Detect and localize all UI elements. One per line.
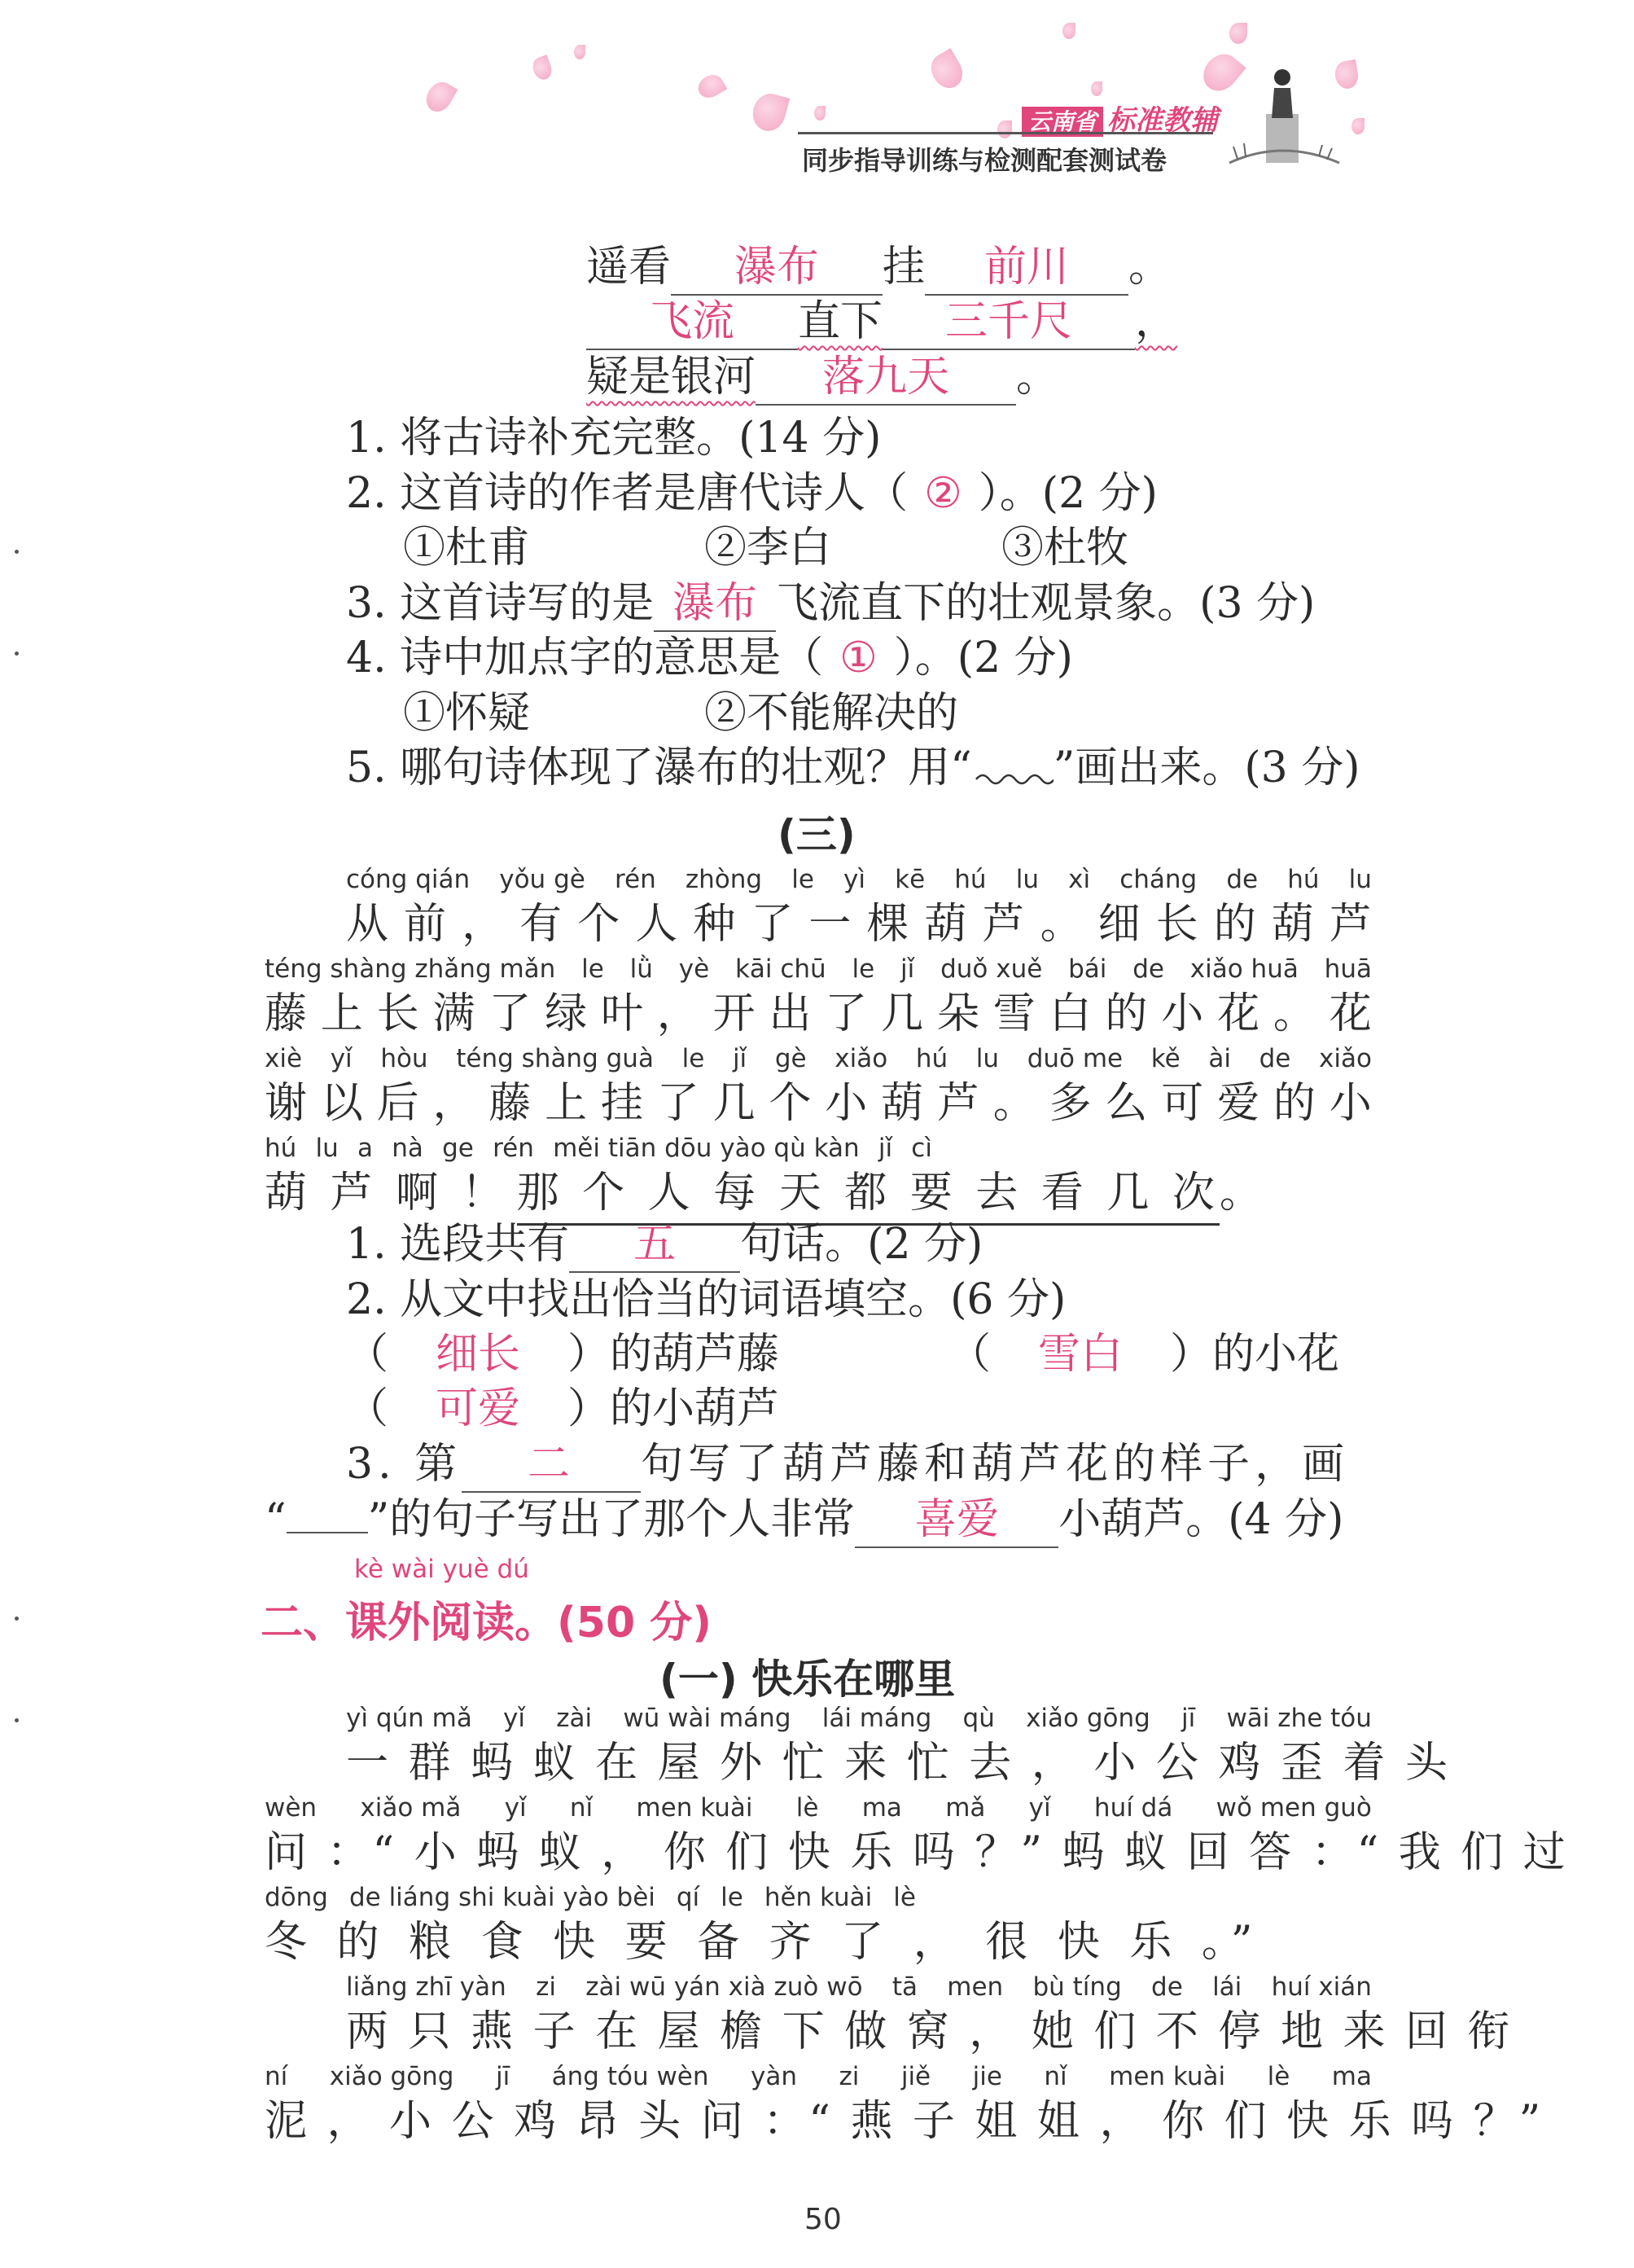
hanzi: 了: [751, 900, 794, 949]
pinyin: yàn: [751, 2062, 797, 2091]
pinyin: xiǎo huā: [1189, 954, 1299, 984]
pinyin: lu: [1015, 865, 1039, 894]
pinyin: cháng: [1119, 865, 1198, 894]
hanzi: 种: [693, 900, 736, 949]
pinyin: le: [791, 865, 814, 894]
pinyin: lu: [1348, 865, 1372, 894]
pinyin: lái máng: [821, 1704, 932, 1733]
pinyin: xiǎo mǎ: [360, 1793, 462, 1823]
hanzi: 藤: [265, 989, 308, 1038]
pinyin: de: [1226, 865, 1259, 894]
pinyin: lè: [795, 1793, 819, 1823]
pinyin: kě: [1150, 1044, 1181, 1073]
hanzi: 可: [1161, 1079, 1204, 1128]
part-3-title: (三): [778, 811, 856, 858]
question-text: 的小花: [1212, 1330, 1340, 1379]
hanzi: 藤: [488, 1079, 532, 1128]
pinyin-row: [265, 1881, 916, 1914]
pinyin: le: [681, 1044, 705, 1073]
hanzi: 长: [376, 989, 419, 1038]
pinyin: de: [1259, 1044, 1291, 1073]
hanzi: 棵: [866, 900, 909, 949]
pinyin: téng shàng zhǎng mǎn: [265, 954, 556, 984]
pinyin: zài: [556, 1704, 593, 1733]
margin-dot: [15, 550, 19, 554]
question-text: 2. 这首诗的作者是唐代诗人（: [346, 469, 909, 518]
pinyin: ní: [265, 2062, 288, 2091]
pinyin: zi: [536, 1972, 556, 2002]
hanzi: 人: [635, 900, 678, 949]
hanzi: ，: [462, 900, 505, 949]
poem-answer: 前川: [984, 243, 1070, 292]
hanzi: 后: [376, 1079, 419, 1128]
pinyin: wǒ men guò: [1216, 1793, 1372, 1823]
question-text: “: [265, 1495, 287, 1544]
hanzi: 上: [320, 989, 363, 1038]
pinyin: xiè: [265, 1044, 303, 1073]
p3-fill-1: （ 细长 ）的葫芦藤: [346, 1327, 779, 1381]
poem-text: 。: [1128, 243, 1172, 292]
hanzi: 出: [769, 989, 812, 1038]
margin-dot: [15, 1718, 19, 1722]
pinyin: ma: [861, 1793, 902, 1823]
pinyin: ma: [1331, 2062, 1372, 2091]
pinyin: de liáng shi kuài yào bèi: [348, 1883, 655, 1912]
pinyin: zài wū yán xià zuò wō: [585, 1972, 863, 2002]
pinyin: kāi chū: [734, 954, 826, 984]
hanzi-row: 泥 ， 小 公 鸡 昂 头 问 ：“ 燕 子 姐 姐 ， 你 们 快 乐 吗 ？”: [265, 2097, 1544, 2146]
pinyin: hòu: [380, 1044, 428, 1073]
hanzi: 了: [825, 989, 868, 1038]
pinyin: yì qún mǎ: [346, 1704, 472, 1733]
hanzi: 芦: [982, 900, 1025, 949]
question-4-options: [403, 687, 1054, 740]
hanzi: 的: [1105, 989, 1148, 1038]
page-number: 50: [804, 2203, 842, 2236]
pinyin: wāi zhe tóu: [1226, 1704, 1372, 1733]
hanzi: 雪: [992, 989, 1036, 1038]
pinyin: de: [1132, 954, 1164, 984]
question-4: [346, 631, 1073, 685]
pinyin: lǜ: [629, 954, 653, 984]
hanzi: ，: [656, 989, 699, 1038]
pinyin: lè: [1267, 2062, 1290, 2091]
poem-line-2: [586, 295, 1177, 350]
underlined-sentence: 那 个 人 每 天 都 要 去 看 几 次: [517, 1166, 1220, 1226]
hanzi: 开: [712, 989, 756, 1038]
pinyin-row: [265, 1042, 1372, 1075]
answer: 二: [528, 1440, 576, 1489]
pinyin: nǐ: [569, 1793, 594, 1823]
pinyin: hěn kuài: [764, 1883, 873, 1912]
pinyin: xiǎo: [835, 1044, 888, 1073]
pinyin: men: [947, 1972, 1004, 2002]
pinyin: lu: [315, 1134, 339, 1163]
pinyin-row: [265, 1132, 932, 1165]
hanzi: 白: [1049, 989, 1092, 1038]
pinyin: tā: [891, 1972, 918, 2002]
hanzi: 芦: [1329, 900, 1372, 949]
question-text: 小葫芦。(4 分): [1058, 1495, 1344, 1544]
question-text: 3. 这首诗写的是: [346, 579, 655, 628]
hanzi-row: 两 只 燕 子 在 屋 檐 下 做 窝 ， 她 们 不 停 地 来 回 衔: [346, 2007, 1514, 2056]
question-text: ）。(2 分): [893, 634, 1073, 682]
question-1: 1. 将古诗补充完整。(14 分): [346, 414, 882, 463]
hanzi: 小: [1329, 1079, 1372, 1128]
pinyin: měi tiān dōu yào qù kàn: [553, 1134, 860, 1163]
question-text: 的小葫芦: [610, 1384, 780, 1433]
p3-question-3b: [265, 1493, 1343, 1548]
pinyin: yì: [843, 865, 865, 894]
pinyin: lè: [893, 1883, 916, 1912]
pinyin: jī: [495, 2062, 510, 2091]
pinyin: hú: [954, 865, 987, 894]
pinyin: hú: [915, 1044, 948, 1073]
pinyin-row: [346, 1971, 1372, 2003]
hanzi: 个: [577, 900, 620, 949]
pinyin: gè: [774, 1044, 807, 1073]
pinyin: jǐ: [900, 954, 915, 984]
pinyin: wū wài máng: [623, 1704, 791, 1733]
pinyin: yǐ: [330, 1044, 353, 1073]
hanzi: 细: [1097, 900, 1141, 949]
poem-answer: 飞流: [649, 297, 734, 346]
pinyin: de: [1151, 1972, 1183, 2002]
hanzi: 有: [519, 900, 563, 949]
pinyin: lu: [975, 1044, 1000, 1073]
question-text: 句写了葫芦藤和葫芦花的样子，画: [641, 1440, 1350, 1489]
question-text: 句话。(2 分): [740, 1220, 983, 1269]
pinyin: yǐ: [503, 1704, 526, 1733]
option: ①杜甫: [403, 524, 531, 572]
pinyin: le: [852, 954, 875, 984]
p3-fill-3: （ 可爱 ）的小葫芦: [346, 1382, 779, 1436]
option: ①怀疑: [403, 689, 531, 738]
hanzi: 朵: [936, 989, 979, 1038]
pinyin: zhòng: [685, 865, 763, 894]
hanzi: 满: [432, 989, 475, 1038]
hanzi: ，: [432, 1079, 475, 1128]
pinyin: lái: [1212, 1972, 1242, 2002]
hanzi: 爱: [1217, 1079, 1260, 1128]
pinyin: hú: [1287, 865, 1320, 894]
answer: 五: [633, 1220, 677, 1269]
pinyin: xì: [1068, 865, 1091, 894]
answer: 瀑布: [672, 579, 758, 628]
answer: 细长: [436, 1330, 521, 1379]
pinyin: men kuài: [1109, 2062, 1226, 2091]
hanzi: 长: [1155, 900, 1198, 949]
pinyin: rén: [493, 1134, 534, 1163]
illustration-icon: [1221, 49, 1343, 171]
margin-dot: [15, 651, 19, 656]
hanzi: 多: [1049, 1079, 1092, 1128]
hanzi: 一: [808, 900, 852, 949]
hanzi: 谢: [265, 1079, 308, 1128]
poem-answer: 三千尺: [945, 297, 1073, 346]
pinyin: kē: [895, 865, 926, 894]
pinyin: huí dá: [1093, 1793, 1173, 1823]
brand-region: 云南省: [1022, 107, 1103, 137]
pinyin: ge: [442, 1134, 474, 1163]
hanzi: 前: [404, 900, 447, 949]
pinyin: yǐ: [504, 1793, 527, 1823]
pinyin: qí: [676, 1883, 700, 1912]
question-5: [346, 741, 1360, 795]
pinyin: cì: [911, 1134, 932, 1163]
hanzi-row: [265, 987, 1372, 1041]
answer: 雪白: [1038, 1330, 1124, 1379]
story-title: (一) 快乐在哪里: [659, 1656, 956, 1703]
pinyin: yǐ: [1028, 1793, 1051, 1823]
hanzi-text: 葫 芦 啊 ！: [265, 1169, 509, 1217]
pinyin: cóng qián: [346, 865, 471, 894]
question-text: 3. 第: [346, 1440, 462, 1489]
pinyin: xiǎo gōng: [329, 2062, 454, 2091]
header-subtitle: 同步指导训练与检测配套测试卷: [802, 145, 1167, 176]
hanzi: 小: [825, 1079, 868, 1128]
pinyin: mǎ: [945, 1793, 986, 1823]
poem-text: 直下: [798, 297, 883, 346]
pinyin: téng shàng guà: [456, 1044, 654, 1073]
question-text: 4. 诗中加点字的意思是（: [346, 634, 824, 682]
pinyin: nǐ: [1044, 2062, 1067, 2091]
hanzi: 绿: [545, 989, 588, 1038]
pinyin: zi: [839, 2062, 860, 2091]
pinyin: hú: [265, 1134, 297, 1163]
hanzi: 。: [992, 1079, 1036, 1128]
hanzi: 。: [1273, 989, 1316, 1038]
hanzi: 葫: [1271, 900, 1314, 949]
hanzi-row: [346, 897, 1372, 951]
wavy-line-icon: [972, 755, 1054, 787]
p3-question-2: 2. 从文中找出恰当的词语填空。(6 分): [346, 1275, 1067, 1324]
hanzi-row: 冬 的 粮 食 快 要 备 齐 了 ， 很 快 乐 。”: [265, 1918, 1261, 1967]
poem-text: 疑是银河: [586, 353, 756, 401]
section-2-pinyin: kè wài yuè dú: [354, 1555, 529, 1584]
question-3: [346, 577, 1315, 632]
question-text: 5. 哪句诗体现了瀑布的壮观？用“: [346, 744, 972, 792]
hanzi: 了: [656, 1079, 699, 1128]
pinyin-row: [265, 2060, 1372, 2093]
pinyin: huí xián: [1271, 1972, 1372, 2002]
hanzi-row: [265, 1077, 1372, 1130]
pinyin: jǐ: [878, 1134, 893, 1163]
question-text: ”画出来。(3 分): [1053, 744, 1360, 792]
pinyin: men kuài: [636, 1793, 753, 1823]
pinyin: dōng: [265, 1883, 328, 1912]
hanzi-text: 。: [1219, 1169, 1262, 1217]
poem-answer: 落九天: [822, 353, 950, 401]
pinyin: rén: [614, 865, 656, 894]
poem-text: ，: [1135, 297, 1178, 346]
pinyin: wèn: [265, 1793, 318, 1823]
option: ②不能解决的: [704, 689, 959, 738]
pinyin: xiǎo: [1319, 1044, 1372, 1073]
hanzi: 小: [1161, 989, 1204, 1038]
pinyin: le: [721, 1883, 743, 1912]
poem-line-1: [586, 240, 1171, 296]
hanzi: 花: [1329, 989, 1372, 1038]
pinyin: bái: [1068, 954, 1107, 984]
option: ②李白: [704, 524, 832, 572]
option: ③杜牧: [1001, 524, 1129, 572]
hanzi: 。: [1040, 900, 1083, 949]
pinyin-row: [265, 953, 1372, 985]
pinyin-row: [346, 863, 1372, 896]
hanzi: 叶: [600, 989, 643, 1038]
section-2-title: 二、课外阅读。(50 分): [261, 1599, 712, 1647]
p3-question-1: [346, 1217, 983, 1273]
poem-text: 。: [1016, 353, 1059, 401]
pinyin: qù: [962, 1704, 995, 1733]
hanzi: 芦: [936, 1079, 979, 1128]
hanzi: 葫: [881, 1079, 924, 1128]
pinyin: ài: [1208, 1044, 1231, 1073]
p3-question-3: [346, 1437, 1349, 1493]
answer: ②: [924, 469, 962, 518]
answer: 喜爱: [914, 1495, 1000, 1544]
question-text: 1. 选段共有: [346, 1220, 570, 1269]
pinyin: jie: [972, 2062, 1002, 2091]
pinyin: huā: [1324, 954, 1372, 984]
question-text: ”的句子写出了那个人非常: [367, 1495, 856, 1544]
header-rule: [798, 132, 1213, 134]
pinyin: xiǎo gōng: [1026, 1704, 1150, 1733]
hanzi: 了: [488, 989, 532, 1038]
hanzi: 几: [712, 1079, 756, 1128]
p3-fill-2: （ 雪白 ）的小花: [948, 1327, 1339, 1381]
hanzi: 以: [320, 1079, 363, 1128]
pinyin: duō me: [1027, 1044, 1124, 1073]
question-2: [346, 467, 1158, 520]
pinyin: nà: [392, 1134, 423, 1163]
poem-text: 遥看: [586, 243, 672, 292]
margin-dot: [15, 1617, 19, 1621]
pinyin: bù tíng: [1032, 1972, 1122, 2002]
hanzi: 挂: [600, 1079, 643, 1128]
poem-line-3: [586, 350, 1058, 406]
hanzi: 么: [1105, 1079, 1148, 1128]
poem-answer: 瀑布: [734, 243, 820, 292]
question-text: ）。(2 分): [978, 469, 1158, 518]
pinyin: liǎng zhī yàn: [346, 1972, 506, 2002]
hanzi: 葫: [924, 900, 967, 949]
pinyin-row: [346, 1702, 1372, 1735]
brand-name: 标准教辅: [1107, 104, 1219, 137]
pinyin: jǐ: [732, 1044, 747, 1073]
pinyin: jiě: [900, 2062, 931, 2091]
pinyin: áng tóu wèn: [551, 2062, 709, 2091]
pinyin: duǒ xuě: [940, 954, 1043, 984]
pinyin: le: [581, 954, 604, 984]
pinyin: a: [357, 1134, 373, 1163]
pinyin: yǒu gè: [499, 865, 585, 894]
poem-text: 挂: [883, 243, 926, 292]
hanzi: 几: [881, 989, 924, 1038]
pinyin-row: [265, 1792, 1372, 1824]
pinyin: jī: [1181, 1704, 1196, 1733]
hanzi: 的: [1213, 900, 1256, 949]
question-text: 的葫芦藤: [610, 1330, 780, 1379]
answer: 可爱: [436, 1384, 521, 1433]
question-text: 飞流直下的壮观景象。(3 分): [776, 579, 1316, 628]
hanzi: 个: [769, 1079, 812, 1128]
hanzi-row: 一 群 蚂 蚁 在 屋 外 忙 来 忙 去 ， 小 公 鸡 歪 着 头: [346, 1739, 1451, 1788]
hanzi: 的: [1273, 1079, 1316, 1128]
hanzi-row: 问 ：“ 小 蚂 蚁 ， 你 们 快 乐 吗 ？” 蚂 蚁 回 答 ：“ 我 们 过: [265, 1828, 1569, 1877]
question-2-options: [403, 521, 1233, 575]
hanzi: 从: [346, 900, 389, 949]
hanzi: 花: [1217, 989, 1260, 1038]
answer: ①: [839, 634, 878, 682]
hanzi: 上: [545, 1079, 588, 1128]
pinyin: yè: [678, 954, 710, 984]
